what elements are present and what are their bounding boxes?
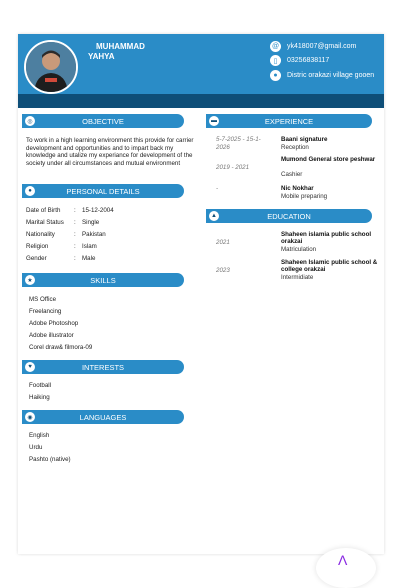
objective-heading: ◎ OBJECTIVE — [22, 114, 184, 128]
experience-role: Mobile preparing — [281, 193, 328, 200]
experience-title: Nic Nokhar — [281, 185, 314, 192]
experience-role: Cashier — [281, 171, 303, 178]
email-text: yk418007@gmail.com — [287, 43, 357, 50]
personal-details-heading: ● PERSONAL DETAILS — [22, 184, 184, 198]
location-pin-icon: ● — [270, 70, 281, 81]
skills-heading: ★ SKILLS — [22, 273, 184, 287]
globe-icon: ◉ — [25, 412, 35, 422]
interest-item: Haiking — [29, 394, 50, 401]
contact-phone[interactable] — [270, 55, 329, 66]
phone-text: 03256838117 — [287, 57, 330, 64]
skill-item: MS Office — [29, 296, 57, 303]
first-name: MUHAMMAD — [96, 42, 145, 51]
experience-date: 2019 - 2021 — [216, 164, 250, 171]
header-band — [18, 94, 384, 108]
last-name: YAHYA — [88, 52, 115, 61]
phone-icon: ▯ — [270, 55, 281, 66]
interests-heading: ♥ INTERESTS — [22, 360, 184, 374]
contact-email[interactable] — [270, 41, 356, 52]
skill-item: Adobe illustrator — [29, 332, 74, 339]
briefcase-icon: ▬ — [211, 118, 217, 124]
education-level: Intermidiate — [281, 274, 314, 281]
languages-heading: ◉ LANGUAGES — [22, 410, 184, 424]
candidate-name — [88, 42, 145, 62]
skill-item: Adobe Photoshop — [29, 320, 79, 327]
app-logo-icon: Λ — [338, 552, 348, 568]
education-date: 2023 — [216, 267, 230, 274]
education-heading: ▲ EDUCATION — [206, 209, 372, 223]
language-item: Pashto (native) — [29, 456, 71, 463]
resume-header — [18, 34, 384, 94]
contact-address — [270, 70, 374, 81]
heart-icon: ♥ — [25, 362, 35, 372]
experience-role: Reception — [281, 144, 309, 151]
objective-text: To work in a high learning environment this provide for carrier development and opportunities and to impart back my knowledge and utalize my experiance for development of the society under all circumstances and mutual environment — [26, 137, 194, 167]
language-item: English — [29, 432, 50, 439]
target-icon: ◎ — [25, 116, 35, 126]
email-icon: @ — [271, 43, 280, 50]
experience-date: 5-7-2025 - 15-1-2026 — [216, 136, 261, 151]
experience-heading: ▬ EXPERIENCE — [206, 114, 372, 128]
address-text: Distric orakazi village gooen — [287, 72, 375, 79]
graduation-cap-icon: ▲ — [209, 211, 219, 221]
profile-photo — [24, 40, 78, 94]
experience-date: - — [216, 185, 219, 192]
education-date: 2021 — [216, 239, 230, 246]
education-level: Matriculation — [281, 246, 317, 253]
education-title: Shaheen Islamic public school & college orakzai — [281, 259, 378, 273]
person-icon: ● — [25, 186, 35, 196]
language-item: Urdu — [29, 444, 43, 451]
resume-page: MUHAMMAD YAHYA @ yk418007@gmail.com ▯ 03256838117 ● Distric orakazi village gooen ◎ OBJECTIVE To work in a high learning environment this provide for carrier development and opportunities and to impart back my knowledge and utalize my experiance for development of the society under all circumstances and mutual environment ● PERSONAL DETAILS Date of Birth : 15-12-2004 Marital Status : Single Nationality : Pakistan Religion : Islam Gender : Male ★ SKILLS MS Office Freelancing Adobe Photoshop Adobe illustrator Corel draw& filmora-09 ♥ INTERESTS Football Haiking ◉ LANGUAGES English Urdu Pashto (native) ▬ EXPERIENCE 5-7-2025 - 15-1-2026 Baani signature Reception 2019 - 2021 Mumond General store peshwar Cashier - Nic Nokhar Mobile preparing ▲ EDUCATION 2021 Shaheen islamia public school orakzai Matriculation 2023 Shaheen Islamic public school & college orakzai Intermidiate — [18, 34, 384, 554]
experience-title: Baani signature — [281, 136, 328, 143]
skill-item: Corel draw& filmora-09 — [29, 344, 93, 351]
skill-item: Freelancing — [29, 308, 62, 315]
experience-title: Mumond General store peshwar — [281, 156, 376, 163]
education-title: Shaheen islamia public school orakzai — [281, 231, 372, 245]
floating-action-button[interactable] — [316, 548, 376, 588]
star-icon: ★ — [25, 275, 35, 285]
interest-item: Football — [29, 382, 52, 389]
